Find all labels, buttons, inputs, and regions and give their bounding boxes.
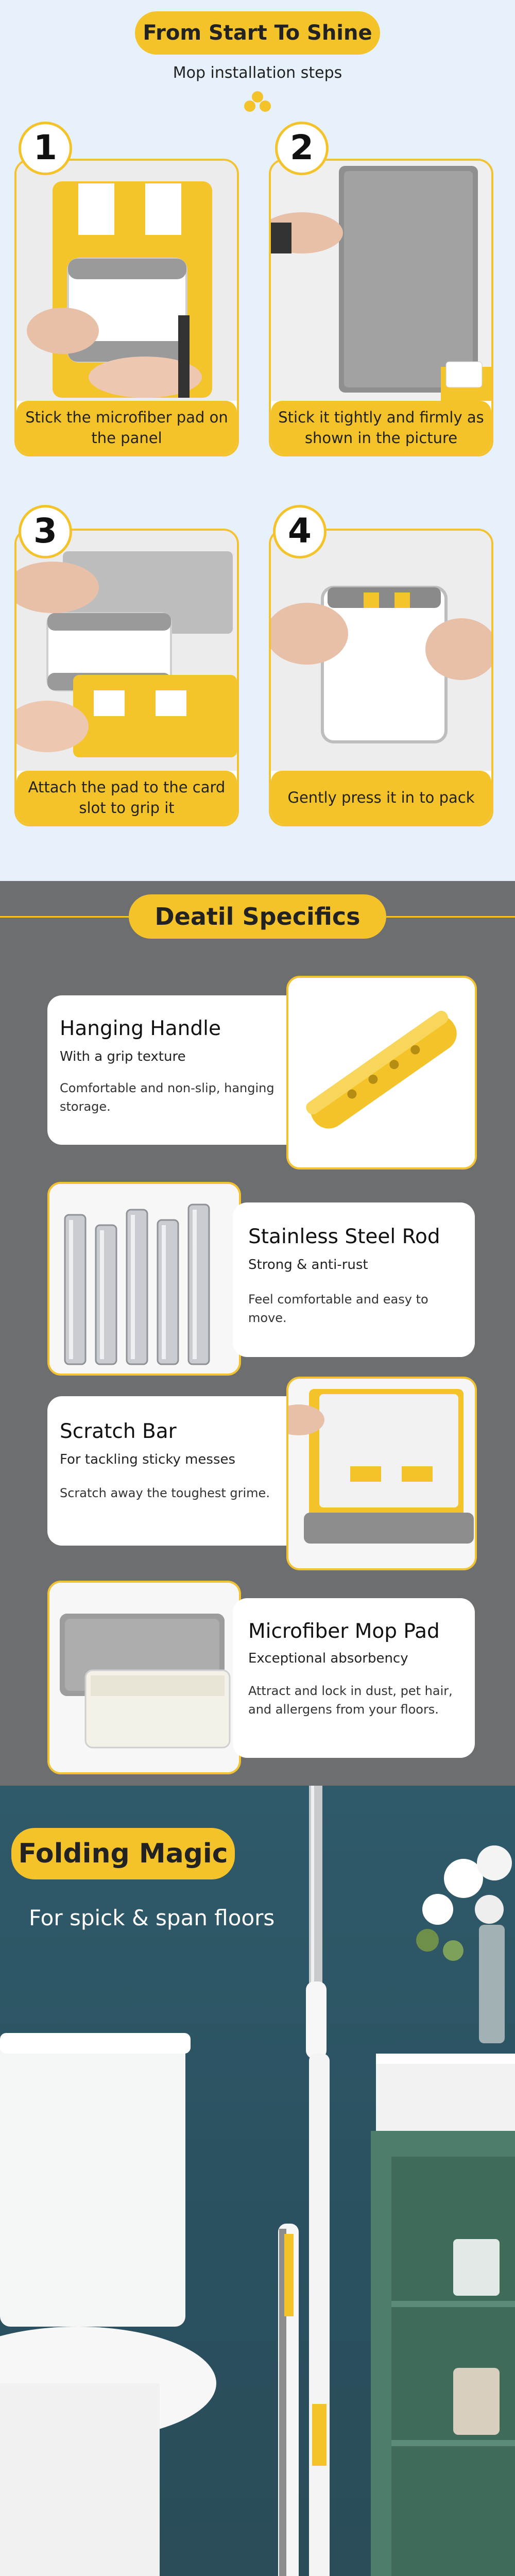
detail-card-hanging-handle xyxy=(47,995,320,1145)
detail-subtitle: With a grip texture xyxy=(60,1049,186,1064)
step-1-caption: Stick the microfiber pad on the panel xyxy=(16,401,237,454)
folding-tagline: For spick & span floors xyxy=(29,1905,275,1930)
folding-title: Folding Magic xyxy=(11,1828,235,1879)
sun-icon xyxy=(241,90,274,112)
detail-subtitle: Strong & anti-rust xyxy=(248,1257,368,1273)
step-4-number: 4 xyxy=(273,505,327,558)
steel-rod-image xyxy=(47,1182,241,1376)
mop-pad-image xyxy=(47,1581,241,1774)
detail-description: Attract and lock in dust, pet hair, and allergens from your floors. xyxy=(248,1684,453,1717)
detail-card-mop-pad xyxy=(233,1598,475,1758)
step-3-number: 3 xyxy=(19,505,72,558)
step-2-caption: Stick it tightly and firmly as shown in the picture xyxy=(271,401,491,454)
install-step-2 xyxy=(269,159,493,456)
install-step-3 xyxy=(14,529,239,826)
scratch-bar-image xyxy=(286,1377,477,1570)
folding-section xyxy=(0,1786,515,2576)
bathroom-scene-image xyxy=(0,1786,515,2576)
detail-subtitle: Exceptional absorbency xyxy=(248,1651,408,1666)
detail-card-scratch-bar xyxy=(47,1396,320,1546)
step-4-photo xyxy=(271,531,491,771)
detail-title: Scratch Bar xyxy=(60,1420,177,1443)
step-3-photo xyxy=(16,531,237,771)
installation-section xyxy=(0,0,515,881)
step-2-number: 2 xyxy=(275,122,329,175)
detail-description: Feel comfortable and easy to move. xyxy=(248,1292,428,1325)
step-3-caption: Attach the pad to the card slot to grip it xyxy=(16,771,237,824)
step-1-photo xyxy=(16,161,237,401)
install-step-1 xyxy=(14,159,239,456)
step-1-number: 1 xyxy=(19,122,72,175)
detail-title: Hanging Handle xyxy=(60,1017,221,1040)
details-section xyxy=(0,881,515,1786)
detail-subtitle: For tackling sticky messes xyxy=(60,1452,236,1467)
divider-line xyxy=(386,916,515,918)
installation-subtitle: Mop installation steps xyxy=(173,64,342,82)
installation-title: From Start To Shine xyxy=(135,11,380,55)
details-title: Deatil Specifics xyxy=(129,894,386,939)
detail-title: Stainless Steel Rod xyxy=(248,1225,440,1248)
step-2-photo xyxy=(271,161,491,401)
detail-title: Microfiber Mop Pad xyxy=(248,1620,440,1643)
hanging-handle-image xyxy=(286,976,477,1170)
install-step-4 xyxy=(269,529,493,826)
detail-description: Comfortable and non-slip, hanging storage. xyxy=(60,1081,274,1114)
divider-line xyxy=(0,916,129,918)
detail-description: Scratch away the toughest grime. xyxy=(60,1486,270,1500)
step-4-caption: Gently press it in to pack xyxy=(271,771,491,824)
detail-card-steel-rod xyxy=(233,1202,475,1357)
